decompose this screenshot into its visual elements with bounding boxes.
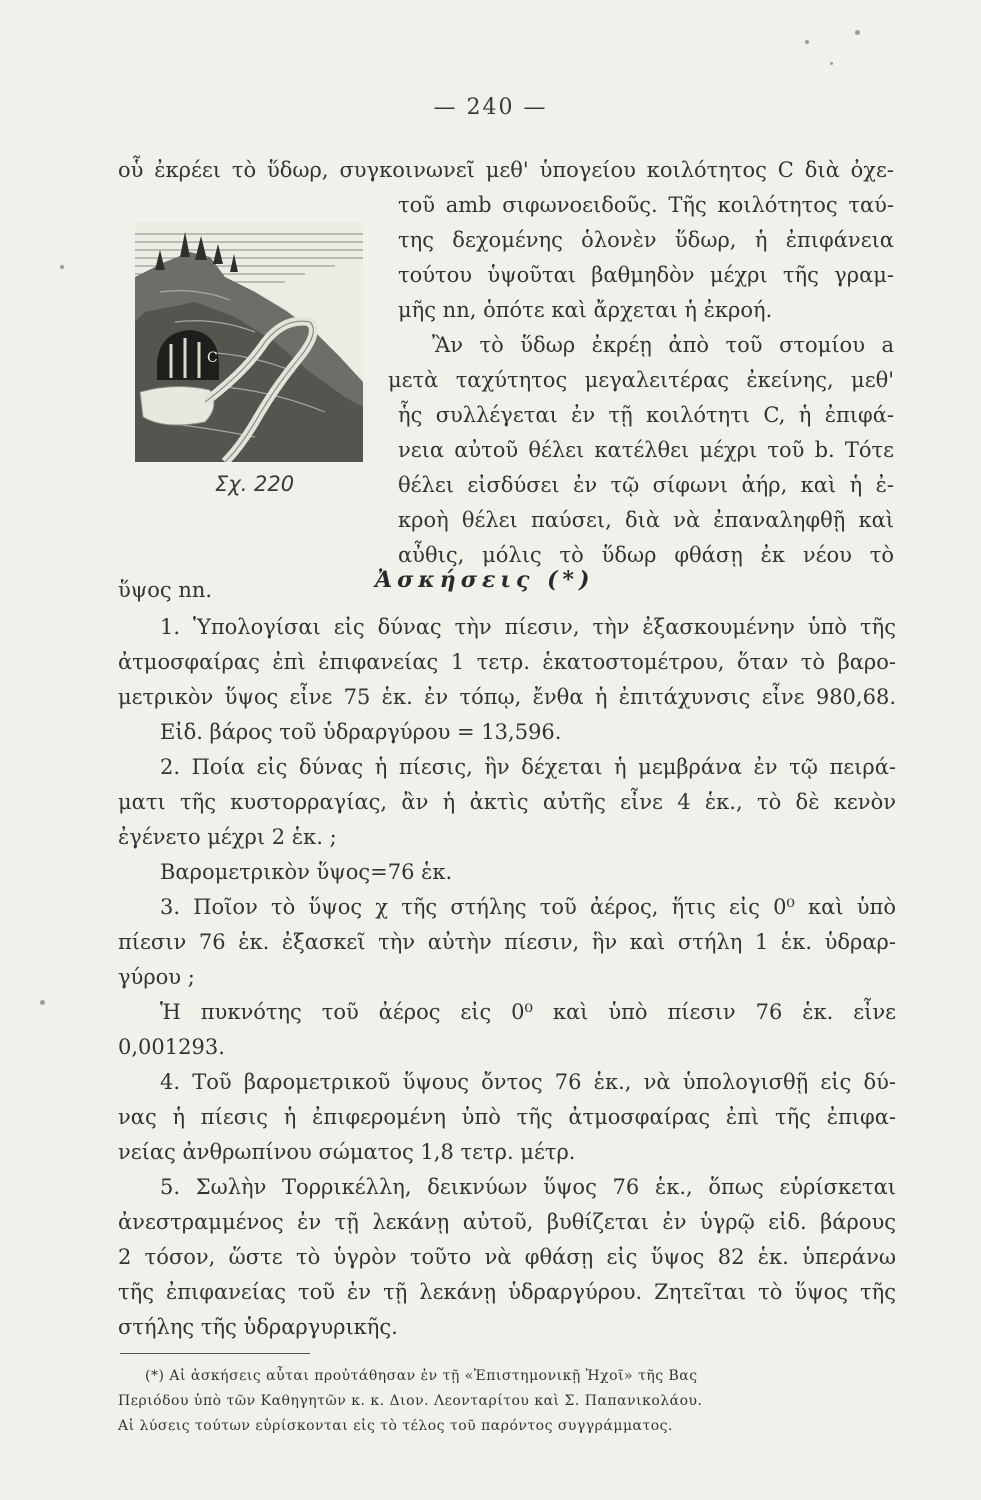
intro-line: Ἂν τὸ ὕδωρ ἐκρέῃ ἀπὸ τοῦ στομίου a: [432, 333, 894, 357]
intro-line: τούτου ὑψοῦται βαθμηδὸν μέχρι τῆς γραμ-: [398, 263, 894, 287]
siphon-spring-illustration: [135, 222, 363, 462]
print-speck: [40, 1000, 45, 1005]
footnote-line: Περιόδου ὑπὸ τῶν Καθηγητῶν κ. κ. Διον. Λεονταρίτου καὶ Σ. Παπανικολάου.: [118, 1393, 703, 1409]
intro-line: αὖθις, μόλις τὸ ὕδωρ φθάσῃ ἐκ νέου τὸ: [398, 543, 894, 567]
intro-line: ὕψος nn.: [118, 578, 213, 602]
exercise-line: 3. Ποῖον τὸ ὕψος χ τῆς στήλης τοῦ ἀέρος, ἥτις εἰς 0⁰ καὶ ὑπὸ: [160, 895, 896, 919]
exercise-line: πίεσιν 76 ἑκ. ἐξασκεῖ τὴν αὐτὴν πίεσιν, ἣν καὶ στήλη 1 ἑκ. ὑδραρ-: [118, 930, 896, 954]
intro-line: θέλει εἰσδύσει ἐν τῷ σίφωνι ἀήρ, καὶ ἡ ἐ-: [398, 473, 894, 497]
footnote-line: (*) Αἱ ἀσκήσεις αὗται προὐτάθησαν ἐν τῇ «Ἐπιστημονικῇ Ἠχοῖ» τῆς Βας: [145, 1368, 698, 1384]
exercise-line: ἐγένετο μέχρι 2 ἑκ. ;: [118, 825, 337, 849]
intro-line: μῆς nn, ὁπότε καὶ ἄρχεται ἡ ἐκροή.: [398, 298, 773, 322]
intro-line: οὗ ἐκρέει τὸ ὕδωρ, συγκοινωνεῖ μεθ' ὑπογείου κοιλότητος C διὰ ὀχε-: [118, 158, 894, 182]
exercise-line: Ἡ πυκνότης τοῦ ἀέρος εἰς 0⁰ καὶ ὑπὸ πίεσιν 76 ἑκ. εἶνε: [160, 1000, 896, 1024]
exercise-line: 2 τόσον, ὥστε τὸ ὑγρὸν τοῦτο νὰ φθάσῃ εἰς ὕψος 82 ἑκ. ὑπεράνω: [118, 1245, 896, 1269]
intro-line: της δεχομένης ὁλονὲν ὕδωρ, ἡ ἐπιφάνεια: [398, 228, 894, 252]
exercise-line: 4. Τοῦ βαρομετρικοῦ ὕψους ὄντος 76 ἑκ., νὰ ὑπολογισθῇ εἰς δύ-: [160, 1070, 896, 1094]
exercises-heading: Ἀσκήσεις (*): [375, 567, 595, 593]
exercise-line: Εἰδ. βάρος τοῦ ὑδραργύρου = 13,596.: [160, 720, 562, 744]
exercise-line: Βαρομετρικὸν ὕψος=76 ἑκ.: [160, 860, 453, 884]
print-speck: [855, 30, 860, 35]
intro-line: κροὴ θέλει παύσει, διὰ νὰ ἐπαναληφθῇ καὶ: [398, 508, 894, 532]
exercise-line: 0,001293.: [118, 1035, 225, 1059]
exercise-line: νείας ἀνθρωπίνου σώματος 1,8 τετρ. μέτρ.: [118, 1140, 576, 1164]
exercise-line: 1. Ὑπολογίσαι εἰς δύνας τὴν πίεσιν, τὴν ἐξασκουμένην ὑπὸ τῆς: [160, 615, 896, 639]
intro-line: τοῦ amb σιφωνοειδοῦς. Τῆς κοιλότητος ταύ-: [398, 193, 894, 217]
exercise-line: στήλης τῆς ὑδραργυρικῆς.: [118, 1315, 398, 1339]
exercise-line: ματι τῆς κυστορραγίας, ἂν ἡ ἀκτὶς αὐτῆς εἶνε 4 ἑκ., τὸ δὲ κενὸν: [118, 790, 896, 814]
exercise-line: τῆς ἐπιφανείας τοῦ ἐν τῇ λεκάνῃ ὑδραργύρου. Ζητεῖται τὸ ὕψος τῆς: [118, 1280, 896, 1304]
page-number: — 240 —: [433, 95, 548, 120]
footnote-rule: [120, 1353, 310, 1354]
exercise-line: 2. Ποία εἰς δύνας ἡ πίεσις, ἣν δέχεται ἡ μεμβράνα ἐν τῷ πειρά-: [160, 755, 896, 779]
print-speck: [60, 265, 64, 269]
exercise-line: μετρικὸν ὕψος εἶνε 75 ἑκ. ἐν τόπῳ, ἔνθα ἡ ἐπιτάχυνσις εἶνε 980,68.: [118, 685, 896, 709]
exercise-line: γύρου ;: [118, 965, 195, 989]
footnote-line: Αἱ λύσεις τούτων εὑρίσκονται εἰς τὸ τέλος τοῦ παρόντος συγγράμματος.: [118, 1418, 673, 1434]
print-speck: [830, 62, 833, 65]
exercise-line: 5. Σωλὴν Τορρικέλλη, δεικνύων ὕψος 76 ἑκ., ὅπως εὑρίσκεται: [160, 1175, 896, 1199]
intro-line: ἧς συλλέγεται ἐν τῇ κοιλότητι C, ἡ ἐπιφά-: [398, 403, 894, 427]
exercise-line: ἀνεστραμμένος ἐν τῇ λεκάνῃ αὐτοῦ, βυθίζεται ἐν ὑγρῷ εἰδ. βάρους: [118, 1210, 896, 1234]
exercise-line: νας ἡ πίεσις ἡ ἐπιφερομένη ὑπὸ τῆς ἀτμοσφαίρας ἐπὶ τῆς ἐπιφα-: [118, 1105, 896, 1129]
cave-label-c: C: [207, 350, 218, 366]
print-speck: [805, 40, 809, 44]
intro-line: νεια αὐτοῦ θέλει κατέλθει μέχρι τοῦ b. Τότε: [398, 438, 894, 462]
intro-line: μετὰ ταχύτητος μεγαλειτέρας ἐκείνης, μεθ': [388, 368, 894, 392]
figure-caption: Σχ. 220: [215, 472, 295, 496]
exercise-line: ἀτμοσφαίρας ἐπὶ ἐπιφανείας 1 τετρ. ἑκατοστομέτρου, ὅταν τὸ βαρο-: [118, 650, 896, 674]
